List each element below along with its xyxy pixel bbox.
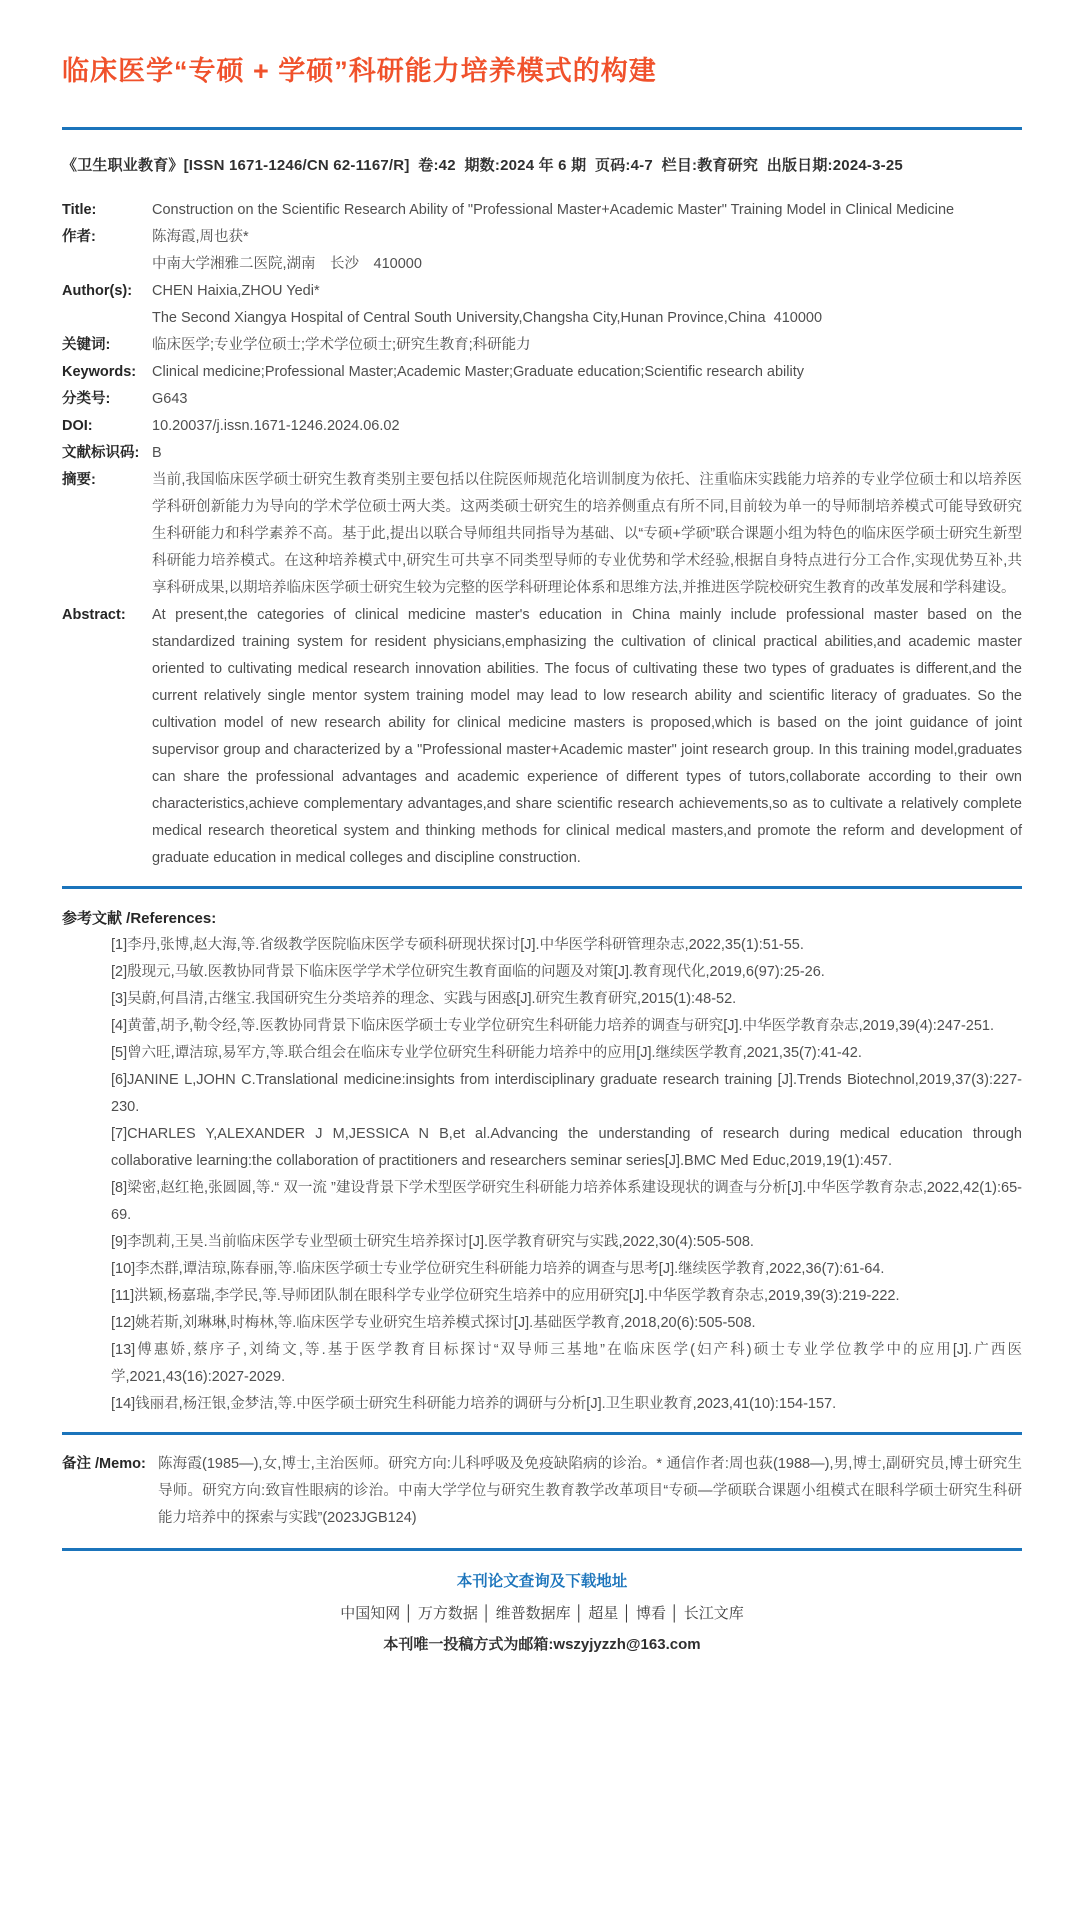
- document-code: B: [152, 445, 162, 462]
- memo-text: 陈海霞(1985—),女,博士,主治医师。研究方向:儿科呼吸及免疫缺陷病的诊治。* 通信作者:周也荻(1988—),男,博士,副研究员,博士研究生导师。研究方向:致盲性眼病的诊治。中南大学学位与研究生教育教学改革项目“专硕—学硕联合课题小组模式在眼科学硕士研究生科研能力培养中的探索与实践”(2023JGB124): [158, 1456, 1022, 1527]
- field-value: [152, 413, 1022, 440]
- reference-item: [11]洪颖,杨嘉瑞,李学民,等.导师团队制在眼科学专业学位研究生培养中的应用研究[J].中华医学教育杂志,2019,39(3):219-222.: [111, 1288, 900, 1305]
- section-divider: [62, 127, 1022, 130]
- metadata-table: [62, 197, 1022, 872]
- abstract-cn: 当前,我国临床医学硕士研究生教育类别主要包括以住院医师规范化培训制度为依托、注重临床实践能力培养的专业学位硕士和以培养医学科研创新能力为导向的学术学位硕士两大类。这两类硕士研究生的培养侧重点有所不同,目前较为单一的导师制培养模式可能导致研究生科研能力和科学素养不高。基于此,提出以联合导师组共同指导为基础、以“专硕+学硕”联合课题小组为特色的临床医学硕士研究生新型科研能力培养模式。在这种培养模式中,研究生可共享不同类型导师的专业优势和学术经验,根据自身特点进行分工合作,实现优势互补,共享科研成果,以期培养临床医学硕士研究生较为完整的医学科研理论体系和思维方法,并推进医学院校研究生教育的改革发展和学科建设。: [152, 472, 1022, 597]
- field-value: [152, 224, 1022, 278]
- field-label: 文献标识码:: [62, 445, 140, 462]
- field-value: [152, 467, 1022, 602]
- field-value: [152, 278, 1022, 332]
- field-value: [152, 197, 1022, 224]
- meta-row-doi: [62, 413, 1022, 440]
- meta-row-authors-cn: [62, 224, 1022, 278]
- section-divider: [62, 1432, 1022, 1435]
- field-label: Title:: [62, 202, 97, 219]
- field-label: 作者:: [62, 229, 96, 246]
- reference-item: [7]CHARLES Y,ALEXANDER J M,JESSICA N B,et al.Advancing the understanding of research during medical education through collaborative learning:the collaboration of practitioners and researchers seminar series[J].BMC Med Educ,2019,19(1):457.: [111, 1126, 1022, 1170]
- reference-item: [5]曾六旺,谭洁琼,易军方,等.联合组会在临床专业学位研究生科研能力培养中的应用[J].继续医学教育,2021,35(7):41-42.: [111, 1045, 862, 1062]
- reference-item: [8]梁密,赵红艳,张圆圆,等.“ 双一流 ”建设背景下学术型医学研究生科研能力培养体系建设现状的调查与分析[J].中华医学教育杂志,2022,42(1):65-69.: [111, 1180, 1022, 1224]
- field-label: Keywords:: [62, 364, 137, 381]
- meta-row-keywords-cn: [62, 332, 1022, 359]
- meta-row-document-code: [62, 440, 1022, 467]
- database-list: 中国知网 │ 万方数据 │ 维普数据库 │ 超星 │ 博看 │ 长江文库: [340, 1605, 744, 1623]
- reference-item: [2]殷现元,马敏.医教协同背景下临床医学学术学位研究生教育面临的问题及对策[J].教育现代化,2019,6(97):25-26.: [111, 964, 825, 981]
- meta-row-title: [62, 197, 1022, 224]
- abstract-en: At present,the categories of clinical medicine master's education in China mainly include professional master based on the standardized training system for resident physicians,emphasizing the cultivation of clinical practical abilities,and academic master oriented to cultivating medical research innovation abilities. The focus of cultivating these two types of graduates is different,and the current relatively single mentor system training model may lead to low research ability and scientific literacy of graduates. So the cultivation model of new research ability for clinical medicine masters is proposed,which is based on the joint guidance of joint supervisor group and characterized by a "Professional master+Academic master" joint research group. In this training model,graduates can share the professional advantages and academic experience of different types of tutors,collaborate according to their own characteristics,achieve complementary advantages,and share scientific research achievements,so as to cultivate a relatively complete medical research theoretical system and thinking methods for clinical medical masters,and promote the reform and development of graduate education in medical colleges and discipline construction.: [152, 607, 1022, 867]
- field-label: 分类号:: [62, 391, 111, 408]
- authors-en: CHEN Haixia,ZHOU Yedi*: [152, 283, 320, 300]
- keywords-cn: 临床医学;专业学位硕士;学术学位硕士;研究生教育;科研能力: [152, 337, 531, 354]
- page-footer: [62, 1569, 1022, 1659]
- reference-item: [12]姚若斯,刘琳琳,时梅林,等.临床医学专业研究生培养模式探讨[J].基础医学教育,2018,20(6):505-508.: [111, 1315, 756, 1332]
- references-list: [111, 932, 1022, 1418]
- classification-code: G643: [152, 391, 188, 408]
- reference-item: [1]李丹,张博,赵大海,等.省级教学医院临床医学专硕科研现状探讨[J].中华医学科研管理杂志,2022,35(1):51-55.: [111, 937, 804, 954]
- field-label: Abstract:: [62, 607, 126, 624]
- title-en: Construction on the Scientific Research Ability of "Professional Master+Academic Master" Training Model in Clinical Medicine: [152, 202, 955, 219]
- memo-label: 备注 /Memo:: [62, 1456, 146, 1473]
- reference-item: [6]JANINE L,JOHN C.Translational medicine:insights from interdisciplinary graduate research training [J].Trends Biotechnol,2019,37(3):227-230.: [111, 1072, 1022, 1116]
- field-label: 摘要:: [62, 472, 96, 489]
- section-divider: [62, 886, 1022, 889]
- field-label: 关键词:: [62, 337, 111, 354]
- footer-heading: 本刊论文查询及下载地址: [456, 1573, 628, 1591]
- affiliation-en: The Second Xiangya Hospital of Central South University,Changsha City,Hunan Province,China 410000: [152, 310, 823, 327]
- reference-item: [9]李凯莉,王昊.当前临床医学专业型硕士研究生培养探讨[J].医学教育研究与实践,2022,30(4):505-508.: [111, 1234, 754, 1251]
- field-value: [152, 359, 1022, 386]
- journal-info-line: 《卫生职业教育》[ISSN 1671-1246/CN 62-1167/R] 卷:42 期数:2024 年 6 期 页码:4-7 栏目:教育研究 出版日期:2024-3-25: [62, 157, 903, 175]
- authors-cn: 陈海霞,周也获*: [152, 229, 249, 246]
- meta-row-keywords-en: [62, 359, 1022, 386]
- field-value: [152, 440, 1022, 467]
- page-title: 临床医学“专硕 + 学硕”科研能力培养模式的构建: [62, 56, 657, 86]
- meta-row-abstract-cn: [62, 467, 1022, 602]
- keywords-en: Clinical medicine;Professional Master;Academic Master;Graduate education;Scientific research ability: [152, 364, 804, 381]
- reference-item: [10]李杰群,谭洁琼,陈春丽,等.临床医学硕士专业学位研究生科研能力培养的调查与思考[J].继续医学教育,2022,36(7):61-64.: [111, 1261, 885, 1278]
- doi-value: 10.20037/j.issn.1671-1246.2024.06.02: [152, 418, 400, 435]
- submission-email-line: 本刊唯一投稿方式为邮箱:wszyjyzzh@163.com: [383, 1636, 701, 1654]
- affiliation-cn: 中南大学湘雅二医院,湖南 长沙 410000: [152, 256, 422, 273]
- references-section: [62, 905, 1022, 1418]
- references-heading: 参考文献 /References:: [62, 910, 217, 928]
- meta-row-authors-en: [62, 278, 1022, 332]
- field-value: [152, 386, 1022, 413]
- field-label: Author(s):: [62, 283, 133, 300]
- reference-item: [3]吴蔚,何昌清,古继宝.我国研究生分类培养的理念、实践与困惑[J].研究生教育研究,2015(1):48-52.: [111, 991, 737, 1008]
- meta-row-abstract-en: [62, 602, 1022, 872]
- meta-row-classification: [62, 386, 1022, 413]
- memo-section: [62, 1451, 1022, 1532]
- reference-item: [14]钱丽君,杨汪银,金梦洁,等.中医学硕士研究生科研能力培养的调研与分析[J].卫生职业教育,2023,41(10):154-157.: [111, 1396, 837, 1413]
- reference-item: [13]傅惠娇,蔡序子,刘绮文,等.基于医学教育目标探讨“双导师三基地”在临床医学(妇产科)硕士专业学位教学中的应用[J].广西医学,2021,43(16):2027-2029.: [111, 1342, 1022, 1386]
- field-value: [152, 602, 1022, 872]
- reference-item: [4]黄蕾,胡予,勒令经,等.医教协同背景下临床医学硕士专业学位研究生科研能力培养的调查与研究[J].中华医学教育杂志,2019,39(4):247-251.: [111, 1018, 995, 1035]
- field-value: [152, 332, 1022, 359]
- section-divider: [62, 1548, 1022, 1551]
- field-label: DOI:: [62, 418, 93, 435]
